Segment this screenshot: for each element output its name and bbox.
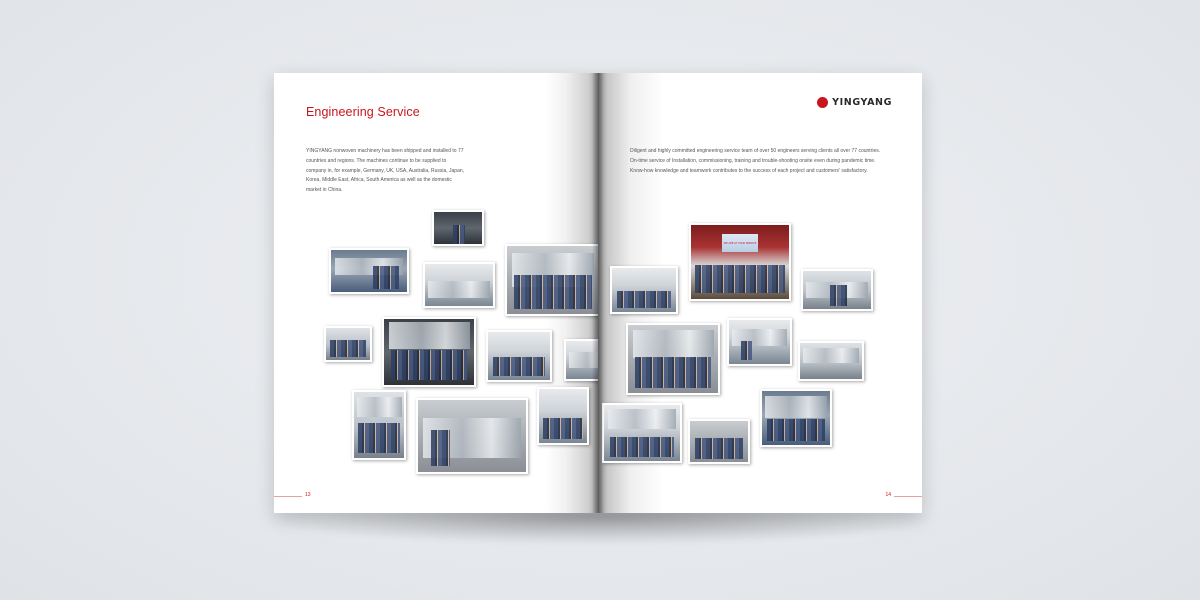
left-page-number: 13 bbox=[305, 492, 311, 498]
photo-team-standing bbox=[352, 390, 406, 460]
photo-service-banner-group bbox=[689, 223, 791, 301]
logo-wordmark: YINGYANG bbox=[832, 97, 892, 108]
banner-text: WE ARE AT YOUR SERVICE bbox=[723, 241, 757, 245]
right-body-line-2: On-time service of Installation, commissioning, training and trouble-shooting onsite even during pandemic time. bbox=[630, 157, 876, 164]
photo-customer-site-group bbox=[602, 403, 682, 463]
yingyang-logo bbox=[817, 97, 892, 108]
logo-dot-icon bbox=[817, 97, 828, 108]
photo-operator-at-machine bbox=[416, 398, 528, 474]
right-page bbox=[598, 73, 922, 513]
right-footer-line bbox=[894, 496, 922, 497]
right-page-number: 14 bbox=[885, 492, 891, 498]
right-body-text bbox=[630, 147, 910, 176]
photo-production-line bbox=[423, 262, 495, 308]
photo-team-at-line bbox=[688, 419, 750, 464]
photo-small-group bbox=[324, 326, 372, 362]
photo-engineer-working bbox=[801, 269, 873, 311]
photo-site-crew bbox=[537, 387, 589, 445]
left-body-text: YINGYANG nonwoven machinery has been shipped and installed to 77 countries and regions. The machines continue to be supplied to company in, for example, Germany, UK, USA, Australia, Russia, Japan, Korea, Middle East, Africa, South America as well as the domestic market in China. bbox=[306, 148, 465, 194]
photo-machine-inspection bbox=[727, 318, 792, 366]
photo-group-in-hall bbox=[626, 323, 720, 395]
brochure-spread bbox=[274, 73, 922, 513]
left-page bbox=[274, 73, 598, 513]
photo-engineer-portrait bbox=[432, 210, 484, 246]
photo-training-session bbox=[382, 317, 476, 387]
photo-team-group-1 bbox=[505, 244, 598, 316]
right-body-line-1: Diligent and highly committed engineering service team of over 50 engineers serving clients all over 77 countries. bbox=[630, 148, 881, 154]
brochure-spine bbox=[592, 73, 604, 513]
photo-workshop-team bbox=[486, 330, 552, 382]
photo-factory-team bbox=[760, 389, 832, 447]
right-body-line-3: Know-how knowledge and teamwork contributes to the success of each project and customers' satisfactory. bbox=[630, 167, 868, 174]
page-title: Engineering Service bbox=[306, 105, 420, 119]
photo-engineer-machine bbox=[329, 248, 409, 294]
photo-team-group-2 bbox=[610, 266, 678, 314]
photo-engineer-at-roller bbox=[798, 341, 864, 381]
left-footer-line bbox=[274, 496, 302, 497]
